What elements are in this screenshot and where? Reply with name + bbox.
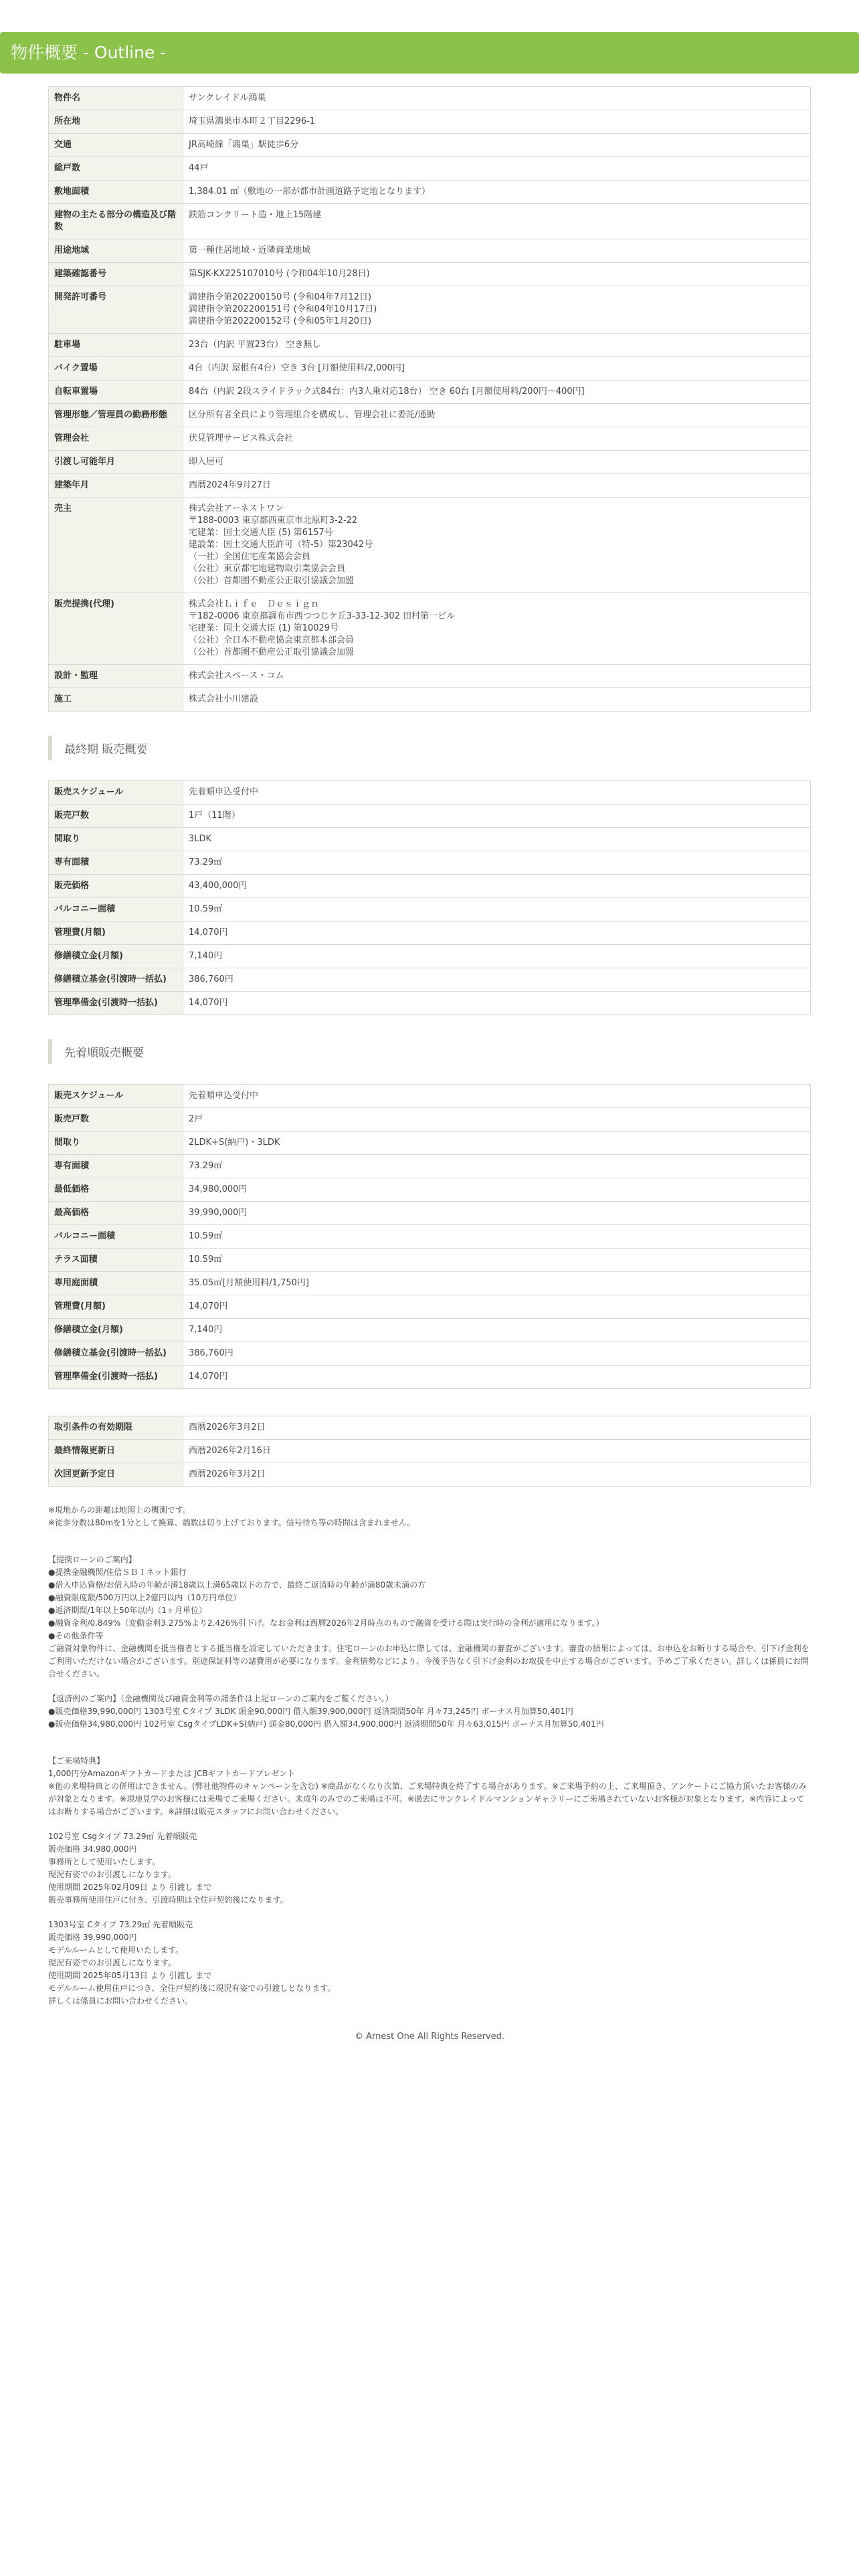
row-value-line: 株式会社小川建設 [189, 694, 259, 704]
row-value [183, 157, 811, 181]
row-value-line: 第一種住居地域・近隣商業地域 [189, 245, 311, 255]
row-label: 総戸数 [49, 157, 183, 181]
spacer [48, 1731, 811, 1743]
note-line: ●提携金融機関/住信ＳＢＩネット銀行 [48, 1568, 187, 1577]
row-label: 専有面積 [49, 1155, 183, 1178]
row-value [183, 498, 811, 593]
row-label: 販売スケジュール [49, 781, 183, 804]
row-label: 販売戸数 [49, 1108, 183, 1132]
row-value: 386,760円 [183, 1342, 811, 1366]
table-row [49, 110, 811, 134]
row-label: 売主 [49, 498, 183, 593]
table-row [49, 851, 811, 875]
table-row [49, 474, 811, 498]
table-row [49, 181, 811, 204]
table-row [49, 1319, 811, 1342]
row-value-line: （公社）東京都宅地建物取引業協会会員 [189, 564, 346, 574]
table-row [49, 204, 811, 239]
row-value [183, 688, 811, 712]
row-label: 用途地域 [49, 239, 183, 263]
note-line: 1303号室 Cタイプ 73.29㎡ 先着順販売 [48, 1920, 193, 1929]
spacer [48, 1743, 811, 1755]
row-value [183, 334, 811, 357]
row-value: 14,070円 [183, 992, 811, 1015]
copyright: © Arnest One All Rights Reserved. [354, 2032, 504, 2042]
row-label: 修繕積立金(月額) [49, 1319, 183, 1342]
row-value: 73.29㎡ [183, 1155, 811, 1178]
row-value [183, 286, 811, 334]
row-value: 14,070円 [183, 1295, 811, 1319]
row-label: 自転車置場 [49, 381, 183, 404]
row-value-line: 株式会社Ｌｉｆｅ Ｄｅｓｉｇｎ [189, 599, 320, 609]
row-value [183, 87, 811, 110]
row-label: 建築年月 [49, 474, 183, 498]
row-value [183, 474, 811, 498]
table-row [49, 87, 811, 110]
row-value [183, 181, 811, 204]
final-sale-title: 最終期 販売概要 [48, 736, 811, 760]
note-line: 現況有姿でのお引渡しになります。 [48, 1958, 177, 1967]
row-value: 先着順申込受付中 [183, 1085, 811, 1108]
row-label: バルコニー面積 [49, 898, 183, 922]
note-line: ※徒歩分数は80mを1分として換算、端数は切り上げております。信号待ち等の時間は含まれません。 [48, 1518, 415, 1527]
row-label: 次回更新予定日 [49, 1463, 183, 1487]
table-row [49, 498, 811, 593]
row-value-line: 株式会社スペース・コム [189, 671, 284, 681]
row-value-line: （公社）全日本不動産協会東京都本部会員 [189, 635, 355, 645]
row-label: 駐車場 [49, 334, 183, 357]
row-value-line: サンクレイドル鴻巣 [189, 93, 266, 103]
row-label: 最低価格 [49, 1178, 183, 1202]
row-label: 修繕積立基金(引渡時一括払) [49, 1342, 183, 1366]
row-value-line: 伏見管理サービス株式会社 [189, 433, 294, 443]
spacer [48, 1681, 811, 1693]
row-value [183, 204, 811, 239]
table-row [49, 1295, 811, 1319]
row-label: 間取り [49, 828, 183, 851]
table-row [49, 828, 811, 851]
table-row [49, 239, 811, 263]
row-value: 14,070円 [183, 1366, 811, 1389]
page-header [0, 32, 859, 74]
row-label: 建築確認番号 [49, 263, 183, 286]
table-row [49, 1202, 811, 1225]
row-label: 修繕積立基金(引渡時一括払) [49, 968, 183, 992]
row-value-line: 第SJK-KX225107010号 (令和04年10月28日) [189, 269, 370, 279]
row-value: 2戸 [183, 1108, 811, 1132]
table-row [49, 1132, 811, 1155]
note-line: ●借入申込資格/お借入時の年齢が満18歳以上満65歳以下の方で、最終ご返済時の年齢が満80歳未満の方 [48, 1580, 426, 1590]
table-row [49, 1463, 811, 1487]
row-value [183, 427, 811, 451]
row-value-line: 〒188-0003 東京都西東京市北原町3-2-22 [189, 516, 358, 526]
dates-table [48, 1416, 811, 1487]
row-value-line: JR高崎線「鴻巣」駅徒歩6分 [189, 140, 299, 150]
row-value: 3LDK [183, 828, 811, 851]
table-row [49, 1155, 811, 1178]
row-label: 販売スケジュール [49, 1085, 183, 1108]
table-row [49, 1272, 811, 1295]
row-value: 10.59㎡ [183, 898, 811, 922]
row-value-line: 宅建業：国土交通大臣 (5) 第6157号 [189, 528, 333, 538]
table-row [49, 922, 811, 945]
table-row [49, 404, 811, 427]
row-value-line: 鉄筋コンクリート造・地上15階建 [189, 210, 322, 220]
table-row [49, 263, 811, 286]
table-row [49, 1366, 811, 1389]
table-row [49, 134, 811, 157]
row-label: 設計・監理 [49, 665, 183, 688]
note-line: 現況有姿でのお引渡しになります。 [48, 1870, 177, 1879]
row-label: 敷地面積 [49, 181, 183, 204]
row-value: 14,070円 [183, 922, 811, 945]
row-label: 修繕積立金(月額) [49, 945, 183, 968]
row-label: 販売価格 [49, 875, 183, 898]
first-come-sale-table [48, 1084, 811, 1389]
table-row [49, 1085, 811, 1108]
row-label: 物件名 [49, 87, 183, 110]
table-row [49, 451, 811, 474]
table-row [49, 1440, 811, 1463]
row-label: バルコニー面積 [49, 1225, 183, 1249]
row-label: 最高価格 [49, 1202, 183, 1225]
note-line: モデルルーム使用住戸につき、全住戸契約後に現況有姿での引渡しとなります。 [48, 1983, 336, 1993]
note-line: ●その他条件等 [48, 1631, 104, 1640]
row-value-line: 44戸 [189, 163, 209, 173]
row-value-line: 満建指令第202200151号 (令和04年10月17日) [189, 304, 377, 314]
row-label: 間取り [49, 1132, 183, 1155]
row-label: 管理費(月額) [49, 922, 183, 945]
row-value-line: 4台（内訳 屋根有4台）空き 3台 [月額使用料/2,000円] [189, 363, 405, 373]
row-value-line: 84台（内訳 2段スライドラック式84台：内3人乗対応18台） 空き 60台 [月額使用料/200円〜400円] [189, 387, 585, 397]
row-value-line: （一社）全国住宅産業協会会員 [189, 552, 311, 562]
note-line: ご融資対象物件に、金融機関を抵当権者とする抵当権を設定していただきます。住宅ローンのお申込に際しては、金融機関の審査がございます。審査の結果によっては、お申込をお断りする場合や、引下げ金利をご利用いただけない場合がございます。別途保証料等の諸費用が必要になります。金利情勢などにより、今後予告なく引下げ金利のお取扱を中止する場合がございます。予めご了承ください。詳しくは係員にお問合せください。 [48, 1644, 809, 1679]
row-value: 10.59㎡ [183, 1249, 811, 1272]
note-line: ●返済期間/1年以上50年以内（1ヶ月単位） [48, 1606, 207, 1615]
row-value-line: 〒182-0006 東京都調布市西つつじケ丘3-33-12-302 田村第一ビル [189, 611, 456, 621]
table-row [49, 593, 811, 665]
row-value [183, 665, 811, 688]
note-line: ●融資限度額/500万円以上2億円以内（10万円単位） [48, 1593, 242, 1602]
row-value: 西暦2026年3月2日 [183, 1416, 811, 1440]
row-label: 専有面積 [49, 851, 183, 875]
table-row [49, 1416, 811, 1440]
row-value: 73.29㎡ [183, 851, 811, 875]
table-row [49, 1225, 811, 1249]
row-value-line: 宅建業：国土交通大臣 (1) 第10029号 [189, 623, 339, 633]
note-line: モデルルームとして使用いたします。 [48, 1945, 184, 1955]
note-line: 1,000円分Amazonギフトカードまたは JCBギフトカードプレゼント [48, 1769, 296, 1778]
row-value [183, 593, 811, 665]
row-value: 10.59㎡ [183, 1225, 811, 1249]
row-value [183, 404, 811, 427]
table-row [49, 804, 811, 828]
final-sale-table [48, 780, 811, 1015]
row-label: 管理形態／管理員の勤務形態 [49, 404, 183, 427]
table-row [49, 1342, 811, 1366]
row-label: 管理費(月額) [49, 1295, 183, 1319]
table-row [49, 945, 811, 968]
row-value-line: 株式会社アーネストワン [189, 504, 284, 514]
table-row [49, 898, 811, 922]
table-row [49, 286, 811, 334]
table-row [49, 781, 811, 804]
spacer [48, 1541, 811, 1553]
spacer [48, 1818, 811, 1830]
notes [48, 1504, 811, 2008]
note-line: 販売価格 34,980,000円 [48, 1844, 137, 1854]
table-row [49, 875, 811, 898]
row-label: 管理準備金(引渡時一括払) [49, 1366, 183, 1389]
row-value: 34,980,000円 [183, 1178, 811, 1202]
row-label: 開発許可番号 [49, 286, 183, 334]
row-value [183, 381, 811, 404]
table-row [49, 157, 811, 181]
row-value-line: （公社）首都圏不動産公正取引協議会加盟 [189, 647, 355, 657]
note-line: 使用期間 2025年05月13日 より 引渡し まで [48, 1971, 212, 1980]
row-value-line: 埼玉県鴻巣市本町２丁目2296-1 [189, 116, 316, 126]
row-label: 販売提携(代理) [49, 593, 183, 665]
table-row [49, 1178, 811, 1202]
note-line: 事務所として使用いたします。 [48, 1857, 161, 1866]
row-label: 管理準備金(引渡時一括払) [49, 992, 183, 1015]
table-row [49, 1249, 811, 1272]
row-value [183, 239, 811, 263]
row-value-line: 満建指令第202200152号 (令和05年1月20日) [189, 316, 372, 326]
row-value-line: 23台（内訳 平置23台） 空き無し [189, 340, 321, 350]
row-label: バイク置場 [49, 357, 183, 381]
row-value-line: 西暦2024年9月27日 [189, 480, 271, 490]
note-line: 販売事務所使用住戸に付き、引渡時期は全住戸契約後になります。 [48, 1895, 288, 1905]
row-value: 35.05㎡[月額使用料/1,750円] [183, 1272, 811, 1295]
table-row [49, 1108, 811, 1132]
row-label: 販売戸数 [49, 804, 183, 828]
content [48, 86, 811, 2042]
table-row [49, 968, 811, 992]
row-value-line: 満建指令第202200150号 (令和04年7月12日) [189, 292, 372, 302]
table-row [49, 357, 811, 381]
note-line: ●販売価格34,980,000円 102号室 CsgタイプLDK+S(納戸) 頭金80,000円 借入額34,900,000円 返済期間50年 月々63,015円 ボーナス月加算50,401円 [48, 1719, 604, 1729]
table-row [49, 665, 811, 688]
table-row [49, 688, 811, 712]
row-value: 1戸（11階） [183, 804, 811, 828]
row-label: 最終情報更新日 [49, 1440, 183, 1463]
row-value: 43,400,000円 [183, 875, 811, 898]
row-label: 専用庭面積 [49, 1272, 183, 1295]
row-label: 施工 [49, 688, 183, 712]
spacer [48, 1907, 811, 1919]
row-label: 所在地 [49, 110, 183, 134]
note-line: 詳しくは係員にお問い合わせください。 [48, 1996, 193, 2006]
table-row [49, 992, 811, 1015]
row-value: 西暦2026年3月2日 [183, 1463, 811, 1487]
row-value [183, 263, 811, 286]
row-value-line: 建設業：国土交通大臣許可（特-5）第23042号 [189, 540, 373, 550]
table-row [49, 381, 811, 404]
row-value: 7,140円 [183, 1319, 811, 1342]
note-line: 【返済例のご案内】（金融機関及び融資金利等の諸条件は上記ローンのご案内をご覧ください。） [48, 1694, 393, 1703]
row-value: 2LDK+S(納戸)・3LDK [183, 1132, 811, 1155]
note-line: ●販売価格39,990,000円 1303号室 Cタイプ 3LDK 頭金90,000円 借入額39,900,000円 返済期間50年 月々73,245円 ボーナス月加算50,401円 [48, 1707, 573, 1716]
note-line: ※他の来場特典との併用はできません。(弊社他物件のキャンペーンを含む) ※商品がなくなり次第、ご来場特典を終了する場合があります。※ご来場予約の上、ご来場頂き、アンケートにご協力頂いたお客様のみが対象となります。※現地見学のお客様には来場でご来場ください。未成年のみでのご来場は不可。※過去にサンクレイドルマンションギャラリーにご来場されていないお客様が対象となります。※内容によってはお断りする場合がございます。※詳細は販売スタッフにお問い合わせください。 [48, 1782, 807, 1816]
row-value: 7,140円 [183, 945, 811, 968]
row-value [183, 134, 811, 157]
row-value-line: （公社）首都圏不動産公正取引協議会加盟 [189, 576, 355, 586]
row-label: 交通 [49, 134, 183, 157]
row-value: 西暦2026年2月16日 [183, 1440, 811, 1463]
note-line: 使用期間 2025年02月09日 より 引渡し まで [48, 1883, 212, 1892]
row-label: 管理会社 [49, 427, 183, 451]
row-value: 386,760円 [183, 968, 811, 992]
table-row [49, 427, 811, 451]
row-value [183, 357, 811, 381]
first-come-sale-title: 先着順販売概要 [48, 1039, 811, 1064]
note-line: 販売価格 39,990,000円 [48, 1933, 137, 1942]
row-label: テラス面積 [49, 1249, 183, 1272]
row-value: 先着順申込受付中 [183, 781, 811, 804]
outline-table [48, 86, 811, 712]
row-label: 建物の主たる部分の構造及び階数 [49, 204, 183, 239]
page-title: 物件概要 - Outline - [11, 43, 167, 62]
row-value-line: 1,384.01 ㎡（敷地の一部が都市計画道路予定地となります） [189, 187, 431, 197]
note-line: 【ご来場特典】 [48, 1756, 105, 1765]
note-line: ●融資金利/0.849%（変動金利3.275%より2.426%引下げ。なお金利は西暦2026年2月時点のもので融資を受ける際は実行時の金利が適用になります。） [48, 1618, 604, 1628]
row-value-line: 即入居可 [189, 457, 224, 467]
spacer [48, 1529, 811, 1541]
row-label: 引渡し可能年月 [49, 451, 183, 474]
note-line: ※現地からの距離は地図上の概測です。 [48, 1505, 191, 1515]
note-line: 102号室 Csgタイプ 73.29㎡ 先着順販売 [48, 1832, 197, 1841]
row-value: 39,990,000円 [183, 1202, 811, 1225]
note-line: 【提携ローンのご案内】 [48, 1555, 136, 1564]
row-value [183, 451, 811, 474]
row-label: 取引条件の有効期限 [49, 1416, 183, 1440]
table-row [49, 334, 811, 357]
row-value [183, 110, 811, 134]
row-value-line: 区分所有者全員により管理組合を構成し、管理会社に委託/通勤 [189, 410, 436, 420]
